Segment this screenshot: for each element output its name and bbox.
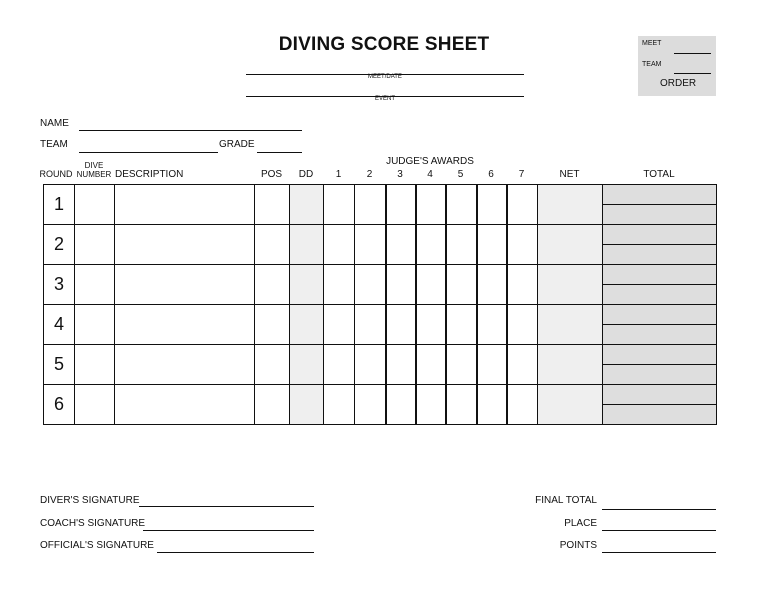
- total-upper-cell[interactable]: [603, 265, 717, 285]
- official-signature-label: OFFICIAL'S SIGNATURE: [40, 540, 154, 551]
- dd-cell[interactable]: [290, 185, 324, 225]
- judge-1-cell[interactable]: [324, 225, 355, 265]
- col-description: DESCRIPTION: [115, 169, 184, 180]
- round-row: [44, 185, 717, 205]
- judge-6-cell[interactable]: [477, 225, 507, 265]
- judge-4-cell[interactable]: [416, 185, 446, 225]
- total-upper-cell[interactable]: [603, 305, 717, 325]
- final-total-line[interactable]: [602, 509, 716, 510]
- judge-5-cell[interactable]: [446, 225, 477, 265]
- place-line[interactable]: [602, 530, 716, 531]
- round-row: [44, 265, 717, 285]
- round-number-cell: 1: [44, 185, 75, 225]
- total-upper-cell[interactable]: [603, 345, 717, 365]
- col-dd: DD: [298, 169, 314, 180]
- pos-cell[interactable]: [255, 225, 290, 265]
- total-upper-cell[interactable]: [603, 185, 717, 205]
- net-cell[interactable]: [538, 305, 603, 345]
- net-cell[interactable]: [538, 345, 603, 385]
- official-signature-line[interactable]: [157, 552, 314, 553]
- description-cell[interactable]: [115, 385, 255, 425]
- judge-7-cell[interactable]: [507, 345, 538, 385]
- judge-3-cell[interactable]: [386, 305, 416, 345]
- net-cell[interactable]: [538, 225, 603, 265]
- col-judge-5: 5: [457, 169, 464, 180]
- name-line[interactable]: [79, 130, 302, 131]
- judge-1-cell[interactable]: [324, 385, 355, 425]
- total-lower-cell[interactable]: [603, 285, 717, 305]
- col-judge-3: 3: [397, 169, 403, 180]
- judge-6-cell[interactable]: [477, 345, 507, 385]
- round-number-cell: 5: [44, 345, 75, 385]
- judge-2-cell[interactable]: [355, 185, 386, 225]
- net-cell[interactable]: [538, 265, 603, 305]
- panel-meet-label: MEET: [642, 40, 662, 47]
- judge-4-cell[interactable]: [416, 225, 446, 265]
- total-lower-cell[interactable]: [603, 365, 717, 385]
- col-total: TOTAL: [643, 169, 675, 180]
- col-judge-1: 1: [335, 169, 342, 180]
- pos-cell[interactable]: [255, 185, 290, 225]
- net-cell[interactable]: [538, 185, 603, 225]
- total-lower-cell[interactable]: [603, 325, 717, 345]
- description-cell[interactable]: [115, 345, 255, 385]
- description-cell[interactable]: [115, 225, 255, 265]
- pos-cell[interactable]: [255, 385, 290, 425]
- page-title: DIVING SCORE SHEET: [278, 34, 490, 55]
- dd-cell[interactable]: [290, 305, 324, 345]
- event-label: EVENT: [374, 96, 395, 102]
- judge-1-cell[interactable]: [324, 185, 355, 225]
- dive-number-cell[interactable]: [75, 345, 115, 385]
- diver-signature-label: DIVER'S SIGNATURE: [40, 495, 140, 506]
- name-label: NAME: [40, 118, 69, 129]
- grade-line[interactable]: [257, 152, 302, 153]
- score-table: [43, 184, 717, 425]
- points-label: POINTS: [559, 540, 597, 551]
- col-dive: DIVE: [84, 161, 104, 170]
- judge-1-cell[interactable]: [324, 345, 355, 385]
- dive-number-cell[interactable]: [75, 185, 115, 225]
- judge-7-cell[interactable]: [507, 225, 538, 265]
- judge-2-cell[interactable]: [355, 265, 386, 305]
- panel-team-label: TEAM: [642, 61, 662, 68]
- col-round: ROUND: [39, 169, 73, 179]
- round-row: [44, 305, 717, 325]
- panel-meet-line[interactable]: [674, 53, 711, 54]
- judge-3-cell[interactable]: [386, 385, 416, 425]
- judge-4-cell[interactable]: [416, 385, 446, 425]
- pos-cell[interactable]: [255, 345, 290, 385]
- dive-number-cell[interactable]: [75, 225, 115, 265]
- col-net: NET: [559, 169, 580, 180]
- judge-2-cell[interactable]: [355, 305, 386, 345]
- judge-4-cell[interactable]: [416, 345, 446, 385]
- round-number-cell: 2: [44, 225, 75, 265]
- dive-number-cell[interactable]: [75, 385, 115, 425]
- col-judge-6: 6: [488, 169, 494, 180]
- dive-number-cell[interactable]: [75, 305, 115, 345]
- judge-6-cell[interactable]: [477, 385, 507, 425]
- round-row: [44, 225, 717, 245]
- judge-2-cell[interactable]: [355, 385, 386, 425]
- judge-1-cell[interactable]: [324, 265, 355, 305]
- judge-7-cell[interactable]: [507, 305, 538, 345]
- judge-5-cell[interactable]: [446, 305, 477, 345]
- meet-team-order-panel: [638, 36, 716, 96]
- col-pos: POS: [260, 169, 283, 180]
- description-cell[interactable]: [115, 305, 255, 345]
- round-number-cell: 6: [44, 385, 75, 425]
- total-upper-cell[interactable]: [603, 225, 717, 245]
- panel-order-label: ORDER: [660, 78, 697, 89]
- judge-4-cell[interactable]: [416, 305, 446, 345]
- col-judge-4: 4: [427, 169, 433, 180]
- col-judges-awards: JUDGE'S AWARDS: [386, 156, 474, 167]
- judge-1-cell[interactable]: [324, 305, 355, 345]
- judge-6-cell[interactable]: [477, 265, 507, 305]
- judge-6-cell[interactable]: [477, 305, 507, 345]
- dive-number-cell[interactable]: [75, 265, 115, 305]
- team-label: TEAM: [40, 139, 68, 150]
- judge-3-cell[interactable]: [386, 185, 416, 225]
- judge-7-cell[interactable]: [507, 265, 538, 305]
- judge-5-cell[interactable]: [446, 345, 477, 385]
- judge-2-cell[interactable]: [355, 345, 386, 385]
- grade-label: GRADE: [219, 139, 255, 150]
- judge-2-cell[interactable]: [355, 225, 386, 265]
- place-label: PLACE: [564, 518, 597, 529]
- judge-7-cell[interactable]: [507, 385, 538, 425]
- total-lower-cell[interactable]: [603, 205, 717, 225]
- dd-cell[interactable]: [290, 225, 324, 265]
- col-judge-2: 2: [366, 169, 373, 180]
- total-lower-cell[interactable]: [603, 405, 717, 425]
- points-line[interactable]: [602, 552, 716, 553]
- round-number-cell: 4: [44, 305, 75, 345]
- judge-4-cell[interactable]: [416, 265, 446, 305]
- dd-cell[interactable]: [290, 265, 324, 305]
- col-number: NUMBER: [76, 170, 112, 179]
- judge-5-cell[interactable]: [446, 385, 477, 425]
- judge-6-cell[interactable]: [477, 185, 507, 225]
- round-row: [44, 345, 717, 365]
- judge-5-cell[interactable]: [446, 185, 477, 225]
- dd-cell[interactable]: [290, 345, 324, 385]
- description-cell[interactable]: [115, 185, 255, 225]
- description-cell[interactable]: [115, 265, 255, 305]
- team-line[interactable]: [79, 152, 218, 153]
- net-cell[interactable]: [538, 385, 603, 425]
- total-upper-cell[interactable]: [603, 385, 717, 405]
- coach-signature-label: COACH'S SIGNATURE: [40, 518, 146, 529]
- coach-signature-line[interactable]: [143, 530, 314, 531]
- pos-cell[interactable]: [255, 265, 290, 305]
- judge-5-cell[interactable]: [446, 265, 477, 305]
- judge-3-cell[interactable]: [386, 345, 416, 385]
- round-row: [44, 385, 717, 405]
- meet-date-label: MEET/DATE: [368, 74, 402, 80]
- total-lower-cell[interactable]: [603, 245, 717, 265]
- diver-signature-line[interactable]: [139, 506, 314, 507]
- judge-3-cell[interactable]: [386, 265, 416, 305]
- final-total-label: FINAL TOTAL: [535, 495, 597, 506]
- col-judge-7: 7: [518, 169, 525, 180]
- judge-7-cell[interactable]: [507, 185, 538, 225]
- judge-3-cell[interactable]: [386, 225, 416, 265]
- dd-cell[interactable]: [290, 385, 324, 425]
- pos-cell[interactable]: [255, 305, 290, 345]
- round-number-cell: 3: [44, 265, 75, 305]
- panel-team-line[interactable]: [674, 73, 711, 74]
